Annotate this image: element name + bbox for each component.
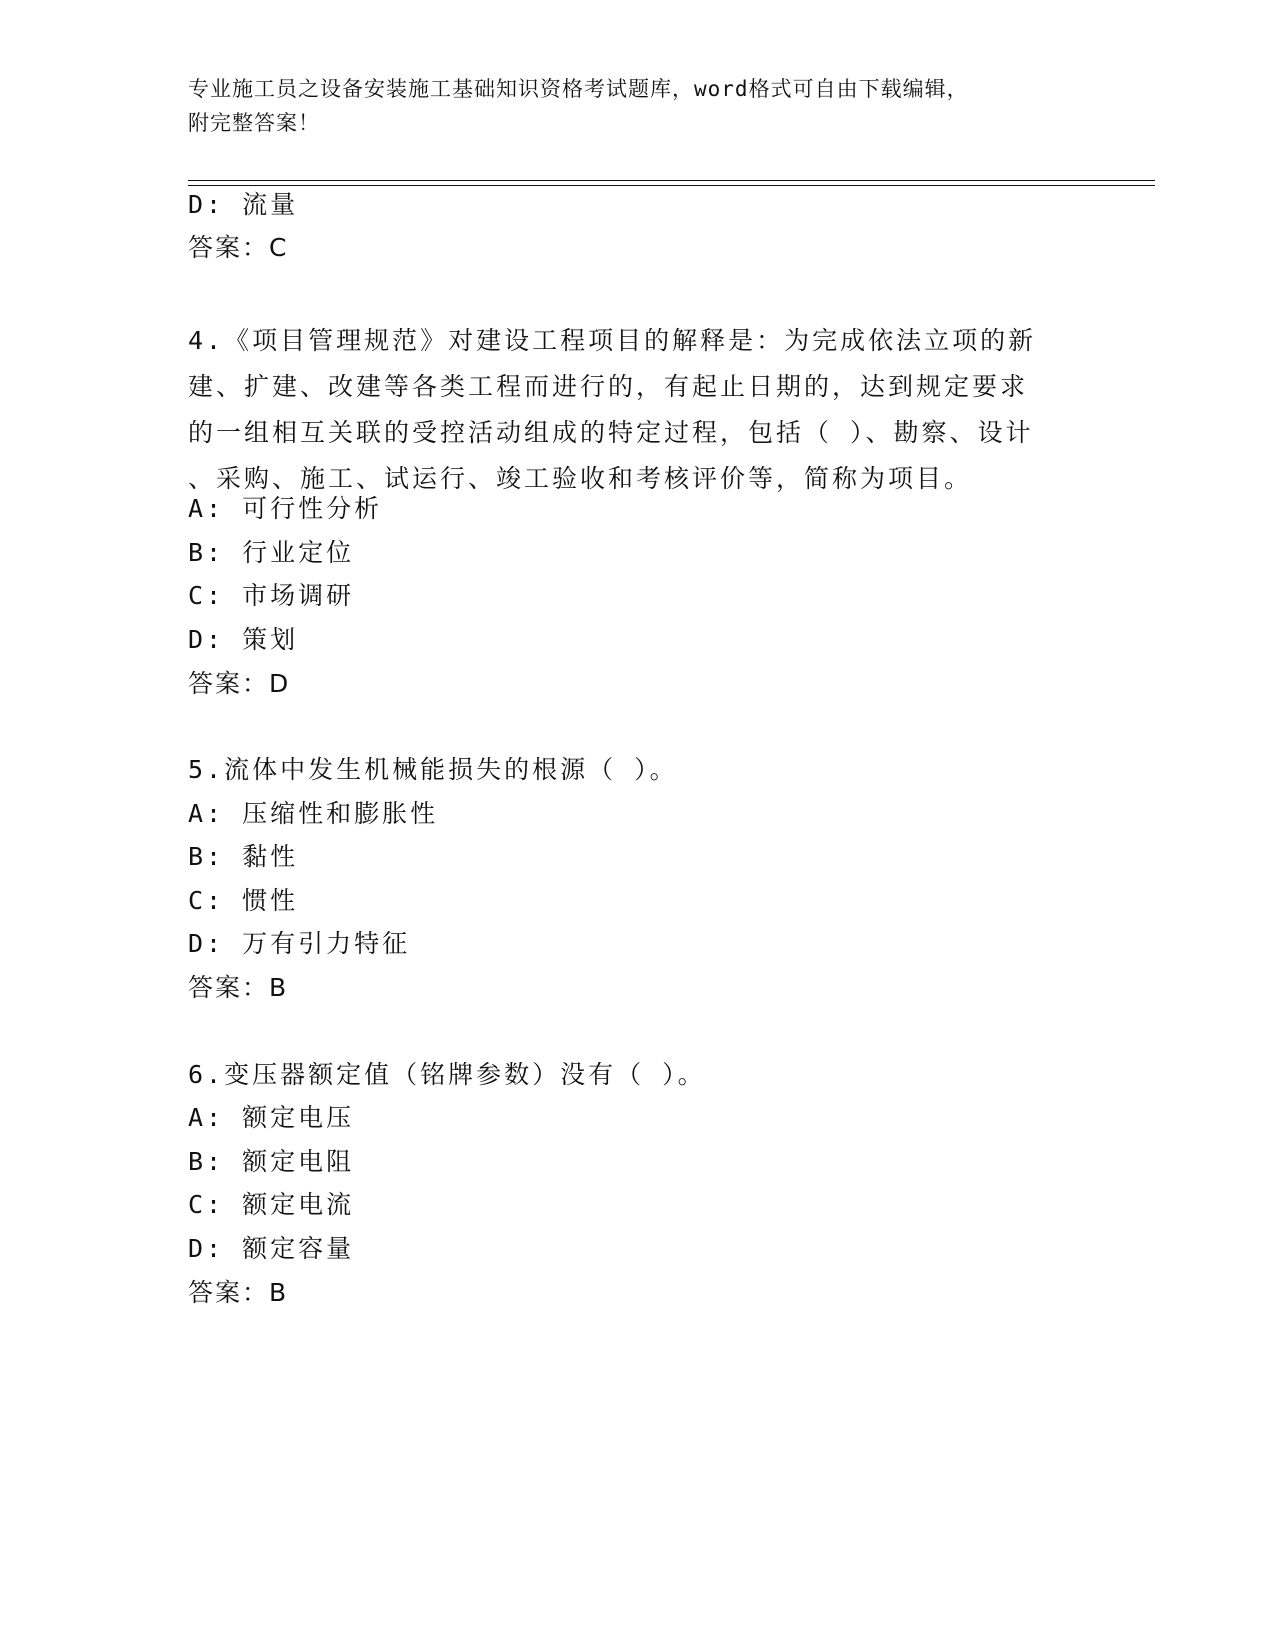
q4-stem-line-1: 4.《项目管理规范》对建设工程项目的解释是：为完成依法立项的新: [188, 326, 1037, 355]
q3-option-d: D: 流量: [188, 190, 299, 219]
q6-option-d: D: 额定容量: [188, 1234, 355, 1263]
q5-option-a: A: 压缩性和膨胀性: [188, 799, 439, 828]
q4-stem-line-4: 、采购、施工、试运行、竣工验收和考核评价等，简称为项目。: [188, 464, 973, 493]
q4-answer: 答案：D: [188, 669, 291, 698]
q4-stem-line-3: 的一组相互关联的受控活动组成的特定过程，包括（ ）、勘察、设计: [188, 418, 1034, 447]
q6-option-c: C: 额定电流: [188, 1190, 355, 1219]
q4-stem: [188, 318, 1088, 502]
header-rule-bottom: [188, 185, 1155, 186]
q6-answer: 答案：B: [188, 1278, 289, 1307]
header-line-1: 专业施工员之设备安装施工基础知识资格考试题库，word格式可自由下载编辑，: [188, 77, 969, 101]
header-rule-top: [188, 180, 1155, 181]
q4-option-d: D: 策划: [188, 625, 299, 654]
q5-answer: 答案：B: [188, 973, 289, 1002]
q4-stem-line-2: 建、扩建、改建等各类工程而进行的，有起止日期的，达到规定要求: [188, 372, 1029, 401]
q5-option-d: D: 万有引力特征: [188, 929, 411, 958]
q3-answer: 答案：C: [188, 233, 289, 262]
q6-option-a: A: 额定电压: [188, 1103, 355, 1132]
q5-stem: 5.流体中发生机械能损失的根源（ ）。: [188, 755, 678, 784]
page-header: [188, 72, 1068, 140]
q6-option-b: B: 额定电阻: [188, 1147, 355, 1176]
header-line-2: 附完整答案！: [188, 111, 320, 135]
q6-stem: 6.变压器额定值（铭牌参数）没有（ ）。: [188, 1060, 706, 1089]
q5-option-c: C: 惯性: [188, 886, 299, 915]
q4-option-c: C: 市场调研: [188, 581, 355, 610]
q4-option-a: A: 可行性分析: [188, 494, 383, 523]
q4-option-b: B: 行业定位: [188, 538, 355, 567]
q5-option-b: B: 黏性: [188, 842, 299, 871]
